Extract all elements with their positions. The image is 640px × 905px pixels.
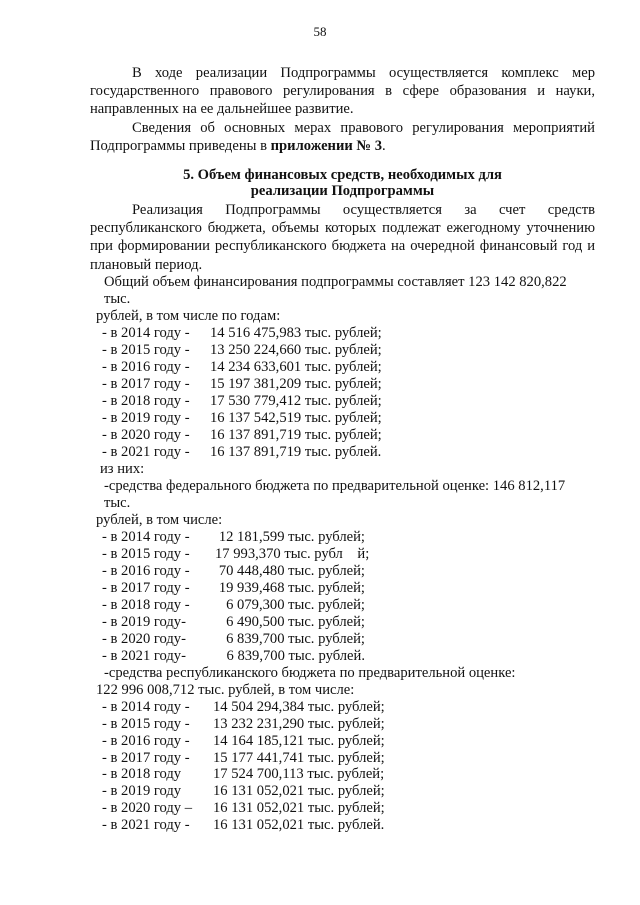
year-label: - в 2015 году - [102,546,190,563]
amount-value: 16 131 052,021 тыс. рублей. [213,817,385,834]
year-label: - в 2017 году - [102,749,190,766]
amount-value: 17 530 779,412 тыс. рублей; [210,393,382,409]
total-funding-line-1: Общий объем финансирования подпрограммы составляет 123 142 820,822 тыс. [104,273,567,308]
list-item [90,376,595,393]
year-label: - в 2014 году - [102,529,190,546]
amount-value: 6 490,500 тыс. рублей; [226,613,365,630]
list-item [90,410,595,427]
list-item [90,359,595,376]
total-funding-line-2: рублей, в том числе по годам: [96,308,281,325]
year-label: - в 2016 году - [102,359,190,376]
list-item [90,546,595,563]
year-label: - в 2019 году [102,783,182,800]
amount-value: 13 232 231,290 тыс. рублей; [213,715,385,732]
amount-value: 15 177 441,741 тыс. рублей; [213,749,385,766]
total-by-year-list [90,325,595,460]
amount-value: 14 234 633,601 тыс. рублей; [210,359,382,376]
list-item [90,342,595,359]
list-item [90,563,595,580]
list-item [90,800,595,817]
list-item [90,648,595,665]
amount-value: 70 448,480 тыс. рублей; [218,563,365,580]
amount-value: 16 137 542,519 тыс. рублей; [210,409,382,426]
list-item [90,733,595,750]
year-label: - в 2014 году - [102,325,190,342]
intro-paragraph-2 [90,119,595,155]
list-item [90,427,595,444]
page-content [90,64,595,834]
list-item [90,699,595,716]
section-heading-line-2: реализации Подпрограммы [250,183,435,200]
list-item [90,325,595,342]
year-label: - в 2019 году- [102,613,186,630]
year-label: - в 2015 году - [102,342,190,359]
intro-paragraph-2-end: . [382,137,386,154]
amount-value: 16 131 052,021 тыс. рублей; [213,800,385,817]
federal-by-year-list [90,529,595,664]
republic-funding-line-1: -средства республиканского бюджета по предварительной оценке: [104,664,516,681]
list-item [90,529,595,546]
list-item [90,393,595,410]
republic-by-year-list [90,699,595,834]
year-label: - в 2014 году - [102,698,190,715]
appendix-reference: приложении № 3 [270,137,383,154]
year-label: - в 2021 году - [102,817,190,834]
year-label: - в 2018 году - [102,596,190,613]
year-label: - в 2017 году - [102,580,190,597]
year-label: - в 2018 году [102,766,182,783]
list-item [90,614,595,631]
year-label: - в 2017 году - [102,376,190,393]
federal-funding-line-2: рублей, в том числе: [96,512,223,529]
amount-value: 14 504 294,384 тыс. рублей; [213,698,385,715]
amount-value: 17 524 700,113 тыс. рублей; [213,766,385,783]
amount-value: 13 250 224,660 тыс. рублей; [210,342,382,359]
section-heading-line-1: 5. Объем финансовых средств, необходимых для [183,167,502,184]
amount-value: 15 197 381,209 тыс. рублей; [210,376,382,393]
amount-value: 6 079,300 тыс. рублей; [226,596,365,613]
page-number: 58 [313,24,327,39]
year-label: - в 2021 году - [102,443,190,460]
year-label: - в 2019 году - [102,409,190,426]
republic-funding-line-2: 122 996 008,712 тыс. рублей, в том числе: [96,681,355,698]
amount-value: 14 516 475,983 тыс. рублей; [210,325,382,342]
intro-paragraph-2-text: Сведения об основных мерах правового регулирования мероприятий Подпрограммы приведены в [90,119,595,154]
year-label: - в 2020 году - [102,426,190,443]
amount-value: 14 164 185,121 тыс. рублей; [213,732,385,749]
amount-value: 6 839,700 тыс. рублей. [226,647,365,664]
section-paragraph-1: Реализация Подпрограммы осуществляется за счет средств республиканского бюджета, объемы которых подлежат ежегодному уточнению при формировании республиканского бюджета на очередной финансовый год и плановый период. [90,202,595,273]
year-label: - в 2015 году - [102,715,190,732]
federal-funding-line-1: -средства федерального бюджета по предварительной оценке: 146 812,117 тыс. [104,477,566,511]
list-item [90,766,595,783]
list-item [90,631,595,648]
amount-value: 6 839,700 тыс. рублей; [226,630,365,647]
list-item [90,580,595,597]
of-them-label: из них: [100,460,145,477]
list-item [90,750,595,767]
year-label: - в 2020 году – [102,800,193,817]
amount-value: 16 131 052,021 тыс. рублей; [213,783,385,800]
list-item [90,783,595,800]
list-item [90,444,595,461]
amount-value: 16 137 891,719 тыс. рублей; [210,426,382,443]
amount-value: 17 993,370 тыс. рубл й; [215,546,370,563]
list-item [90,716,595,733]
year-label: - в 2021 году- [102,647,186,664]
amount-value: 16 137 891,719 тыс. рублей. [210,443,382,460]
amount-value: 12 181,599 тыс. рублей; [218,529,365,546]
list-item [90,817,595,834]
intro-paragraph-1: В ходе реализации Подпрограммы осуществляется комплекс мер государственного правового регулирования в сфере образования и науки, направленных на ее дальнейшее развитие. [90,65,595,118]
section-heading [90,167,595,199]
year-label: - в 2018 году - [102,393,190,409]
year-label: - в 2020 году- [102,630,186,647]
list-item [90,597,595,614]
amount-value: 19 939,468 тыс. рублей; [218,580,365,597]
year-label: - в 2016 году - [102,563,190,580]
year-label: - в 2016 году - [102,732,190,749]
